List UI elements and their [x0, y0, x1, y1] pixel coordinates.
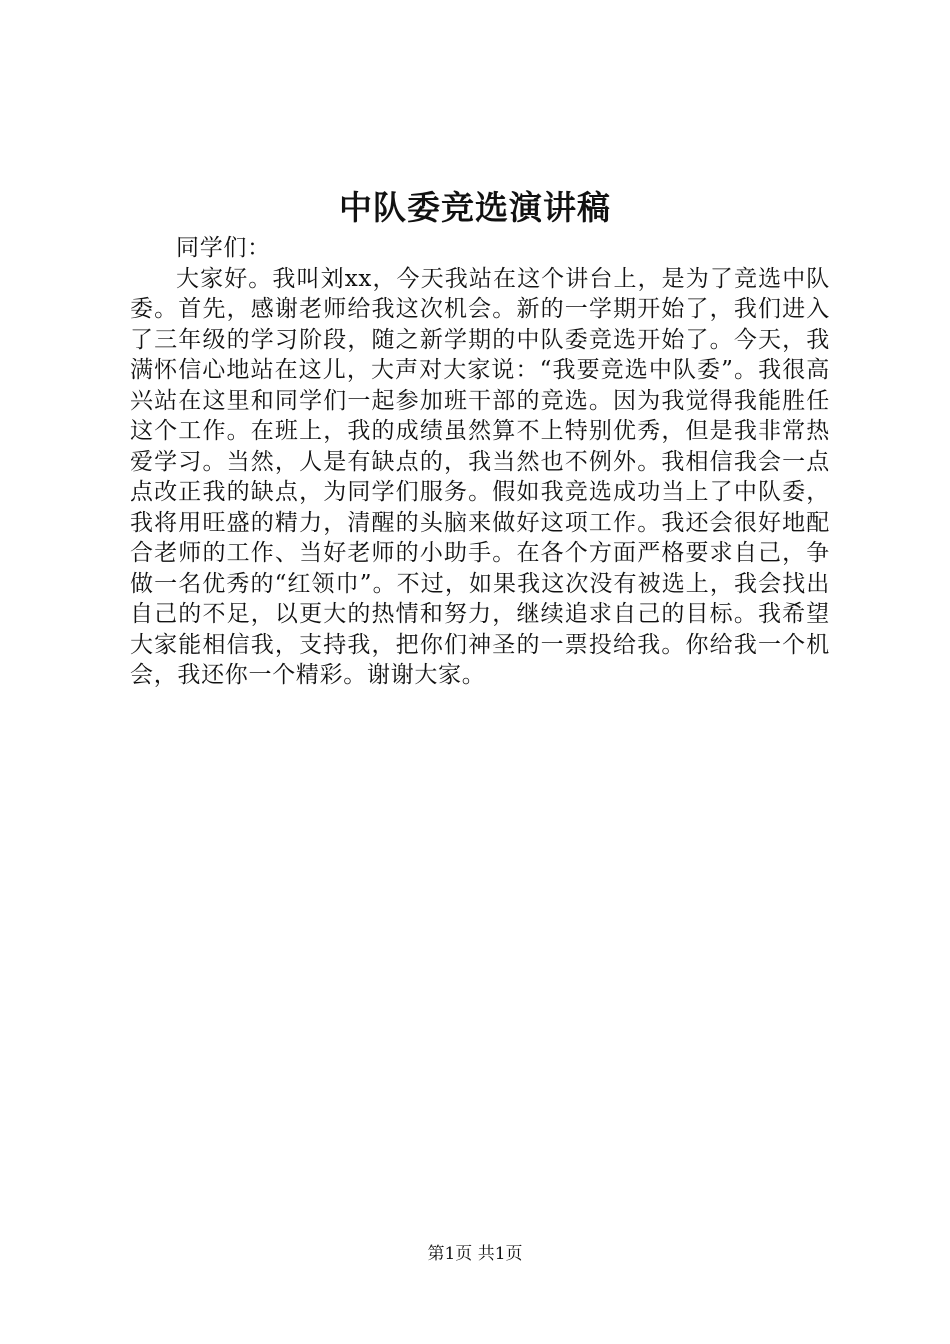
- salutation: 同学们：: [176, 235, 271, 261]
- document-title: 中队委竞选演讲稿: [339, 188, 611, 227]
- speech-paragraph: 大家好。我叫刘xx，今天我站在这个讲台上，是为了竞选中队委。首先，感谢老师给我这次机会。新的一学期开始了，我们进入了三年级的学习阶段，随之新学期的中队委竞选开始了。今天，我满怀信心地站在这儿，大声对大家说：“我要竞选中队委”。我很高兴站在这里和同学们一起参加班干部的竞选。因为我觉得我能胜任这个工作。在班上，我的成绩虽然算不上特别优秀，但是我非常热爱学习。当然，人是有缺点的，我当然也不例外。我相信我会一点点改正我的缺点，为同学们服务。假如我竞选成功当上了中队委，我将用旺盛的精力，清醒的头脑来做好这项工作。我还会很好地配合老师的工作、当好老师的小助手。在各个方面严格要求自己，争做一名优秀的“红领巾”。不过，如果我这次没有被选上，我会找出自己的不足，以更大的热情和努力，继续追求自己的目标。我希望大家能相信我，支持我，把你们神圣的一票投给我。你给我一个机会，我还你一个精彩。谢谢大家。: [130, 265, 830, 688]
- page-number-footer: 第1页 共1页: [427, 1244, 523, 1264]
- document-body: [130, 233, 830, 691]
